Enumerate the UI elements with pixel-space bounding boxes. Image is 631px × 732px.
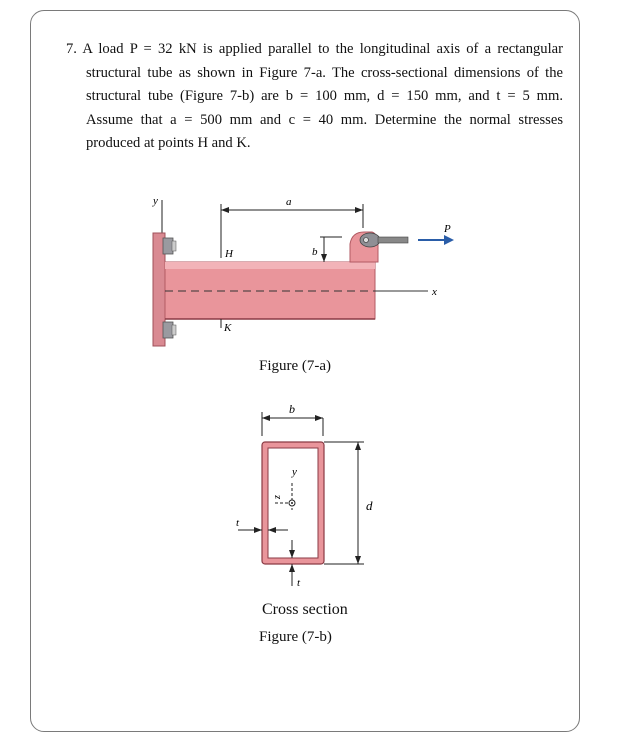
problem-line-4: Assume that a = 500 mm and c = 40 mm. Determine the normal stresses: [86, 111, 563, 128]
dim-a-label: a: [286, 196, 292, 208]
dim-b-label: b: [289, 402, 295, 416]
problem-line-3: structural tube (Figure 7-b) are b = 100 mm, d = 150 mm, and t = 5 mm.: [86, 88, 563, 104]
problem-number: 7.: [66, 41, 77, 57]
figure-7a-caption: Figure (7-a): [259, 358, 332, 374]
y-axis-label: y: [153, 195, 158, 207]
point-K-label: K: [224, 322, 232, 334]
load-label-P: P: [444, 223, 451, 235]
figure-7b-caption: Figure (7-b): [259, 629, 332, 645]
thickness-left-label: t: [236, 517, 240, 529]
cs-y-label: y: [292, 466, 297, 478]
x-axis-label: x: [432, 286, 437, 298]
point-H-label: H: [225, 248, 233, 260]
cs-z-label: z: [272, 495, 283, 499]
dim-d-label: d: [366, 498, 373, 513]
thickness-bottom-label: t: [297, 577, 301, 589]
dim-c-label: b: [312, 246, 318, 258]
cross-section-caption: Cross section: [262, 601, 348, 618]
problem-line-5: produced at points H and K.: [86, 135, 251, 151]
problem-line-1: 7. A load P = 32 kN is applied parallel to the longitudinal axis of a rectangular: [66, 41, 563, 57]
problem-line-2: structural tube as shown in Figure 7-a. The cross-sectional dimensions of the: [86, 64, 563, 81]
